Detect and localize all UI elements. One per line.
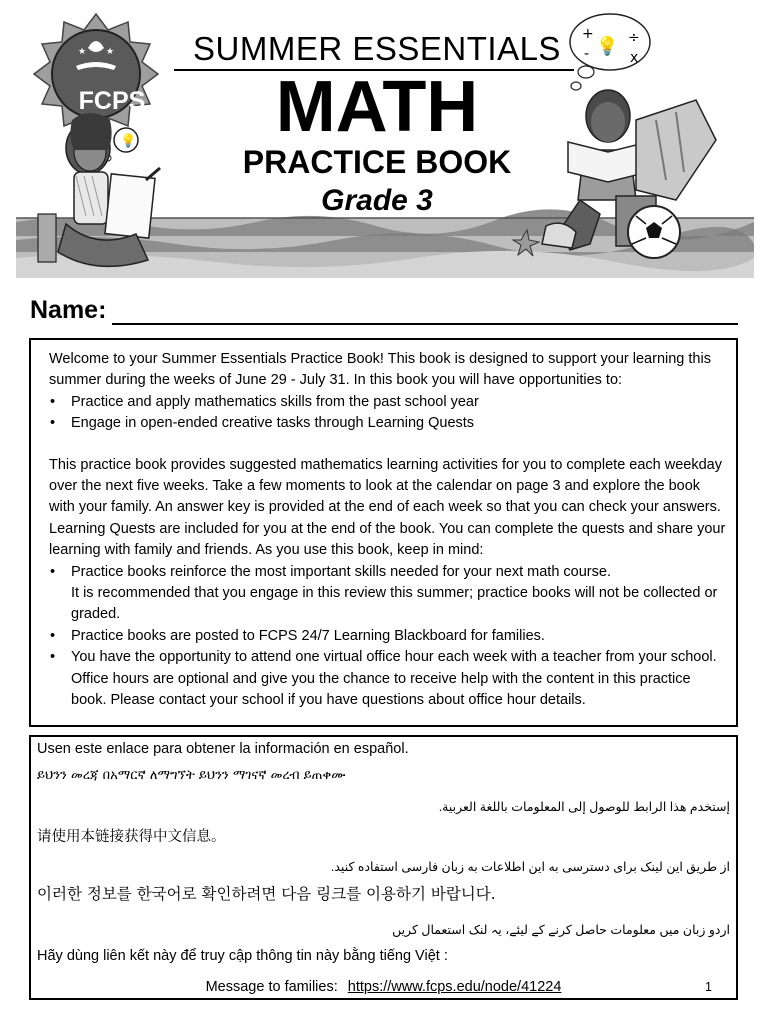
language-links-box [29,735,738,1000]
fcps-seal-label: FCPS [78,87,146,115]
minus-icon: - [584,46,590,62]
header-banner [16,0,754,278]
intro-paragraph-1: Welcome to your Summer Essentials Practice Book! This book is designed to support your learning this summer during the weeks of June 29 - July 31. In this book you will have opportunities to: [49,351,711,389]
grade-title: Grade 3 [321,184,433,217]
divide-icon: ÷ [628,30,640,46]
intro-box [29,338,738,727]
message-to-families [31,977,736,997]
name-label: Name: [30,296,107,324]
language-link-arabic[interactable]: إستخدم هذا الرابط للوصول إلى المعلومات باللغة العربية. [438,800,730,814]
bullet-text-continued: It is recommended that you engage in this review this summer; practice books will not be collected or graded. [71,585,718,623]
svg-text:★: ★ [78,47,87,57]
language-link-amharic[interactable]: ይህንን መረጃ በአማርኛ ለማግኘት ይህንን ማገናኛ መረብ ይጠቀሙ [37,768,346,783]
list-item: • Practice books are posted to FCPS 24/7 Learning Blackboard for families. [71,626,729,647]
list-item: • You have the opportunity to attend one virtual office hour each week with a teacher from your school. Office hours are optional and give you the chance to receive help with the content in this practice book. Please contact your school if you have questions about office hour details. [71,647,729,711]
message-label: Message to families: [205,979,338,995]
book-type-title: PRACTICE BOOK [242,144,512,180]
svg-text:★: ★ [106,47,115,57]
page-number: 1 [705,980,712,994]
language-link-spanish[interactable]: Usen este enlace para obtener la información en español. [37,741,409,757]
name-write-line[interactable] [112,323,738,325]
language-link-chinese[interactable]: 请使用本链接获得中文信息。 [37,829,226,845]
list-item: • Engage in open-ended creative tasks through Learning Quests [71,413,729,434]
lightbulb-icon: 💡 [596,36,619,57]
message-link[interactable]: https://www.fcps.edu/node/41224 [347,979,562,995]
plus-icon: + [582,26,594,42]
language-link-farsi[interactable]: از طریق این لینک برای دسترسی به این اطلاعات به زبان فارسی استفاده کنید. [330,860,730,874]
language-link-vietnamese[interactable]: Hãy dùng liên kết này để truy cập thông tin này bằng tiếng Việt : [37,948,448,964]
intro-content [49,349,729,712]
svg-text:💡: 💡 [120,134,137,149]
series-title: SUMMER ESSENTIALS [193,30,561,67]
list-item [71,562,729,626]
times-icon: x [630,50,639,66]
bullet-text: Practice books reinforce the most important skills needed for your next math course. [71,563,611,580]
intro-bullets-2 [49,562,729,712]
language-link-korean[interactable]: 이러한 정보를 한국어로 확인하려면 다음 링크를 이용하기 바랍니다. [37,885,496,903]
intro-bullets-1 [49,392,729,435]
intro-paragraph-2: This practice book provides suggested mathematics learning activities for you to complete each weekday over the next five weeks. Take a few moments to look at the calendar on page 3 and explore the book with your family. An answer key is provided at the end of each week so that you can check your answers. Learning Quests are included for you at the end of the book. You can complete the quests and share your learning with family and friends. As you use this book, keep in mind: [49,456,726,559]
subject-title: MATH [275,67,479,147]
language-link-urdu[interactable]: اردو زبان میں معلومات حاصل کرنے کے لیئے، یہ لنک استعمال کریں [392,923,730,937]
list-item: • Practice and apply mathematics skills from the past school year [71,392,729,413]
